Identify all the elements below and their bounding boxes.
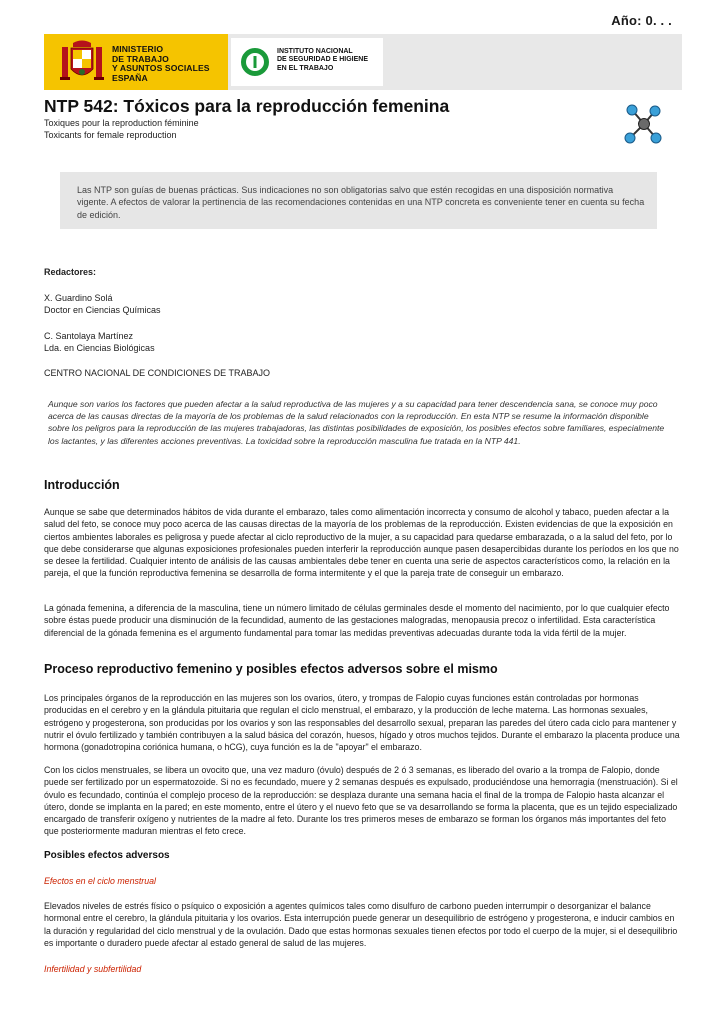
coat-of-arms-icon [60,39,104,85]
institute-logo-line: EN EL TRABAJO [277,64,334,72]
author-name: X. Guardino Solá [44,293,113,303]
subsection-label-menstrual-cycle: Efectos en el ciclo menstrual [44,876,156,886]
paragraph: La gónada femenina, a diferencia de la masculina, tiene un número limitado de células germinales desde el momento del nacimiento, por lo que cualquier efecto sobre éstas puede producir una disminución de la fecundidad, aumento de las gestaciones malogradas, menopausia precoz o infertilidad. Esta característica diferencial de la gónada femenina es el argumento fundamental para tomar las medidas preventivas adecuadas durante toda la vida fértil de la mujer. [44,603,670,638]
disclaimer-box [60,172,657,229]
author-name: C. Santolaya Martínez [44,331,134,341]
author-degree: Lda. en Ciencias Biológicas [44,343,155,353]
institute-logo-line: INSTITUTO NACIONAL [277,48,353,55]
ministry-logo-line: ESPAÑA [112,72,148,83]
paragraph: Los principales órganos de la reproducción en las mujeres son los ovarios, útero, y trompas de Falopio cuyas funciones están controladas por hormonas producidas en el cerebro y en la glándula pituitaria que regulan el ciclo menstrual, el embarazo, y la producción de leche materna. Las hormonas sexuales, estrógeno y progesterona, son producidas por los ovarios y son las responsables del desarrollo sexual, preparan las paredes del útero cada ciclo para mantener y nutrir el óvulo fertilizado y también contribuyen a la salud básica del corazón, huesos, hígado y otros muchos tejidos. Durante el embarazo la placenta produce una hormona (gonadotropina coriónica humana, o hCG), cuya función es la de "apoyar" el embarazo. [44,693,680,753]
document-title: NTP 542: Tóxicos para la reproducción femenina [44,96,450,116]
year-label: Año: 0. . . [611,13,672,28]
subsection-heading-effects: Posibles efectos adversos [44,850,170,861]
section-heading-process: Proceso reproductivo femenino y posibles efectos adversos sobre el mismo [44,662,498,676]
institute-logo [231,38,383,86]
section-heading-introduction: Introducción [44,478,120,492]
institution-name: CENTRO NACIONAL DE CONDICIONES DE TRABAJO [44,368,271,378]
author-degree: Doctor en Ciencias Químicas [44,305,161,315]
institute-logo-line: DE SEGURIDAD E HIGIENE [277,56,369,64]
ministry-logo-line: DE TRABAJO [112,53,169,64]
ministry-logo-line: MINISTERIO [112,44,164,54]
abstract: Aunque son varios los factores que pueden afectar a la salud reproductiva de las mujeres y a su capacidad para tener descendencia sana, se conoce muy poco acerca de las causas directas de la mayoría de los problemas de la salud relacionados con la reproducción. En esta NTP se resume la información disponible sobre los peligros para la reproducción de las mujeres trabajadoras, las distintas posibilidades de exposición, los posibles efectos sobre familiares, especialmente los lactantes, y las diferentes acciones preventivas. La toxicidad sobre la reproducción masculina fue tratada en la NTP 441. [48,399,665,446]
molecule-icon [622,102,662,146]
authors-label: Redactores: [44,267,97,277]
ministry-logo [44,34,228,90]
disclaimer-text: Las NTP son guías de buenas prácticas. Sus indicaciones no son obligatorias salvo que estén recogidas en una disposición normativa vigente. A efectos de valorar la pertinencia de las recomendaciones contenidas en una NTP concreta es conveniente tener en cuenta su fecha de edición. [77,185,645,220]
subsection-label-infertility: Infertilidad y subfertilidad [44,964,142,974]
ministry-logo-line: Y ASUNTOS SOCIALES [112,63,210,74]
paragraph: Con los ciclos menstruales, se libera un ovocito que, una vez maduro (óvulo) después de 2 ó 3 semanas, es liberado del ovario a la trompa de Falopio, donde puede ser fertilizado por un espermatozoide. Si no es fecundado, muere y 2 semanas después es expulsado, produciéndose una hemorragia (menstruación). Si el óvulo es fecundado, continúa el complejo proceso de la reproducción: se desplaza durante una semana hacia el final de la trompa de Falopio hasta alcanzar el útero, donde se implanta en la pared; en este momento, entre el útero y el nuevo feto que se va desarrollando se forma la placenta, que es un tejido especializado encargado de transferir oxígeno y nutrientes de la madre al feto. Durante los tres primeros meses de embarazo se forman los órganos más importantes del feto que posteriormente maduran mientras el feto crece. [44,765,678,837]
institute-emblem-icon [240,47,270,77]
paragraph: Elevados niveles de estrés físico o psíquico o exposición a agentes químicos tales como disulfuro de carbono pueden interrumpir o desorganizar el balance hormonal entre el cerebro, la glándula pituitaria y los ovarios. Esta interrupción puede generar un desequilibrio de estrógeno y progesterona, e inducir cambios en la duración y regularidad del ciclo menstrual y de la ovulación. Dado que estas hormonas sexuales tienen efectos por todo el cuerpo de la mujer, si el desequilibrio es importante o duradero puede afectar al estado general de salud de las mujeres. [44,901,678,948]
paragraph: Aunque se sabe que determinados hábitos de vida durante el embarazo, tales como alimentación incorrecta y consumo de alcohol y tabaco, pueden afectar a la salud del feto, se conoce muy poco acerca de las causas directas de la mayoría de los problemas de la reproducción. Existen evidencias de que la exposición en ciertos ambientes laborales es peligrosa y puede afectar al ciclo reproductivo de la mujer, a su capacidad para quedarse embarazada, o a la salud del feto, por lo que debe considerarse que algunas exposiciones profesionales pueden interferir la reproducción aunque pasen desapercibidas durante los períodos en los que no se desee la fertilidad. Cualquier intento de análisis de las causas ambientales debe tener en cuenta una serie de aspectos característicos como, la relación en la pareja, el que la función reproductiva femenina se desarrolla de forma intermitente y el que la pareja trate de conseguir un embarazo. [44,507,679,579]
subtitle-french: Toxiques pour la reproduction féminine [44,118,199,128]
subtitle-english: Toxicants for female reproduction [44,130,177,140]
